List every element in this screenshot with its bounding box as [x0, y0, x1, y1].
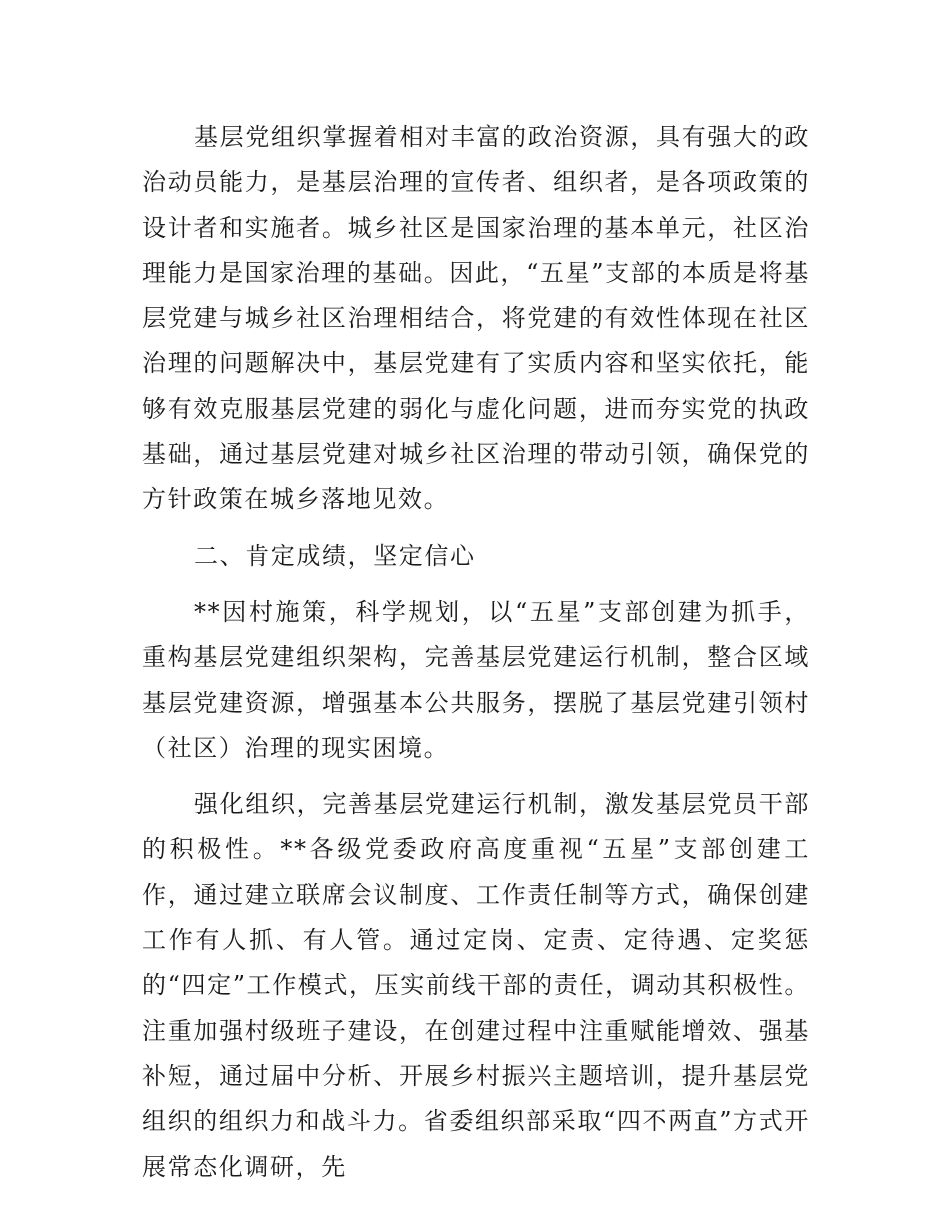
- section-heading-achievements: 二、肯定成绩，坚定信心: [194, 541, 476, 570]
- paragraph-strengthen-organization: 强化组织，完善基层党建运行机制，激发基层党员干部的积极性。**各级党委政府高度重视“五星”支部创建工作，通过建立联席会议制度、工作责任制等方式，确保创建工作有人抓、有人管。通过定岗、定责、定待遇、定奖惩的“四定”工作模式，压实前线干部的责任，调动其积极性。注重加强村级班子建设，在创建过程中注重赋能增效、强基补短，通过届中分析、开展乡村振兴主题培训，提升基层党组织的组织力和战斗力。省委组织部采取“四不两直”方式开展常态化调研，先: [142, 790, 810, 1181]
- document-body: [142, 115, 810, 1201]
- paragraph-village-policy: **因村施策，科学规划，以“五星”支部创建为抓手，重构基层党建组织架构，完善基层党建运行机制，整合区域基层党建资源，增强基本公共服务，摆脱了基层党建引领村（社区）治理的现实困境。: [142, 597, 810, 762]
- paragraph-party-organization-role: 基层党组织掌握着相对丰富的政治资源，具有强大的政治动员能力，是基层治理的宣传者、组织者，是各项政策的设计者和实施者。城乡社区是国家治理的基本单元，社区治理能力是国家治理的基础。因此，“五星”支部的本质是将基层党建与城乡社区治理相结合，将党建的有效性体现在社区治理的问题解决中，基层党建有了实质内容和坚实依托，能够有效克服基层党建的弱化与虚化问题，进而夯实党的执政基础，通过基层党建对城乡社区治理的带动引领，确保党的方针政策在城乡落地见效。: [142, 123, 810, 514]
